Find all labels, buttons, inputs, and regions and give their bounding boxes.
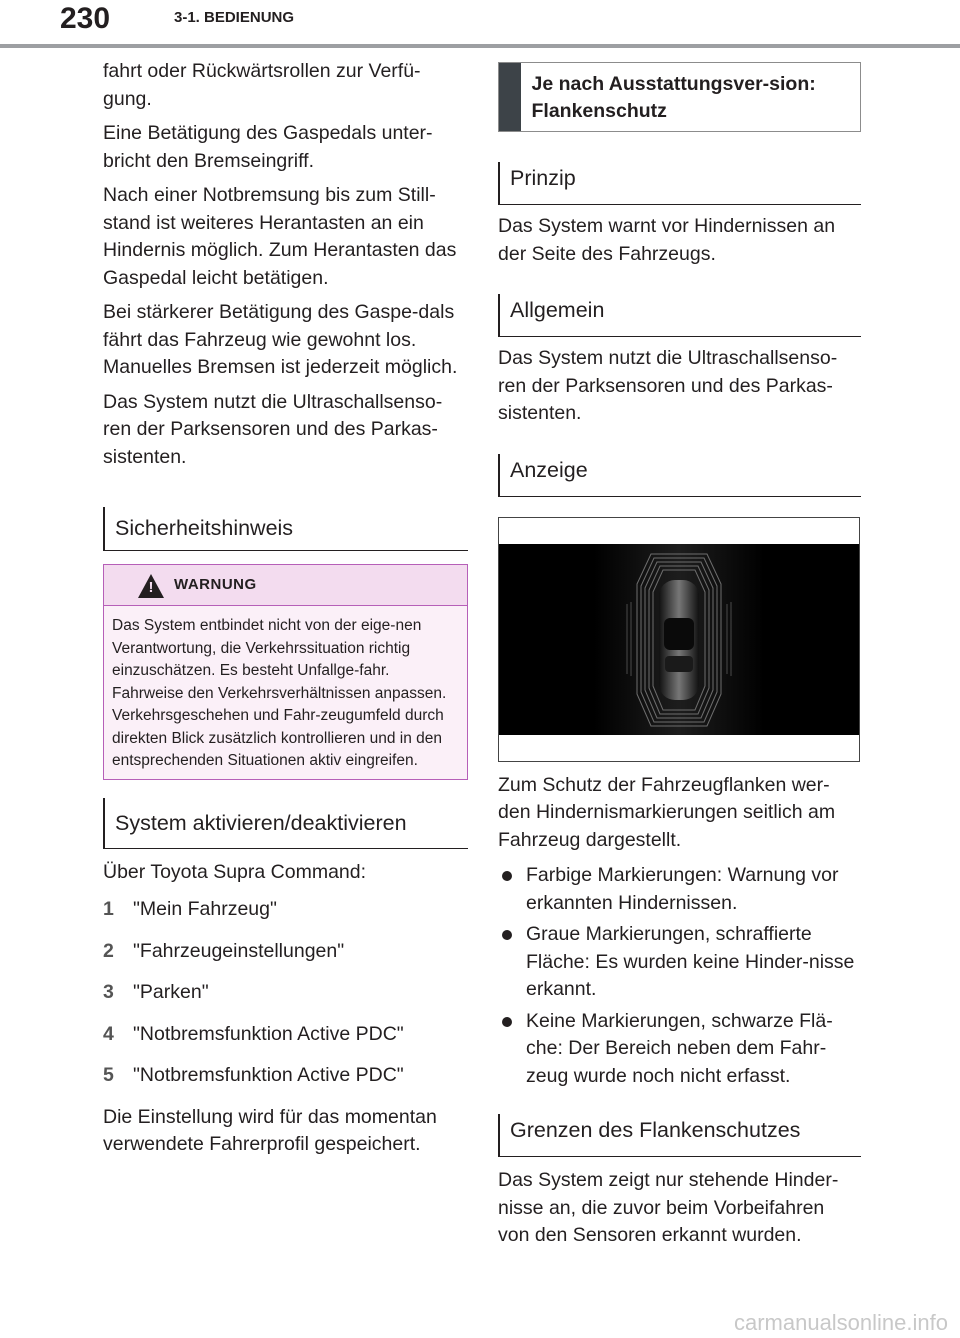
bullet-text: Graue Markierungen, schraffierte Fläche: Es wurden keine Hinder-nisse erkannt. <box>526 923 855 1000</box>
step-item <box>103 938 468 966</box>
heading-text: Sicherheitshinweis <box>115 516 294 540</box>
closing-text: Die Einstellung wird für das momentan verwendete Fahrerprofil gespeichert. <box>103 1105 437 1155</box>
step-item <box>103 1021 468 1049</box>
warning-box <box>103 564 468 780</box>
step-number: 5 <box>103 1064 114 1086</box>
step-item <box>103 979 468 1007</box>
step-number: 1 <box>103 898 114 920</box>
display-text: Zum Schutz der Fahrzeugflanken wer-den Hindernismarkierungen seitlich am Fahrzeug dargestellt. <box>498 773 836 851</box>
heading-text: Prinzip <box>510 166 576 190</box>
principle-text: Das System warnt vor Hindernissen an der Seite des Fahrzeugs. <box>498 215 836 265</box>
paragraph: Das System nutzt die Ultraschallsenso-ren der Parksensoren und des Parkas-sistenten. <box>103 390 443 468</box>
chapter-title: 3-1. BEDIENUNG <box>174 9 295 26</box>
warning-title: WARNUNG <box>174 576 257 593</box>
left-column <box>103 58 468 1159</box>
general-text: Das System nutzt die Ultraschallsenso-ren der Parksensoren und des Parkas-sistenten. <box>498 347 838 424</box>
section-title-bar <box>499 63 521 131</box>
section-heading-principle <box>498 162 861 205</box>
warning-text: Das System entbindet nicht von der eige-nen Verantwortung, die Verkehrssituation richtig einzuschätzen. Es besteht Unfallge-fahr. Fahrweise den Verkehrsverhältnissen anpassen. Verkehrsgeschehen und Fahr-zeugumfeld durch direkten Blick zusätzlich kontrollieren und in den entsprechenden Situationen aktiv eingreifen. <box>104 606 467 779</box>
section-title-box <box>498 62 861 132</box>
bullet-text: Keine Markierungen, schwarze Flä-che: Der Bereich neben dem Fahr-zeug wurde noch nicht erfasst. <box>526 1009 833 1087</box>
step-number: 3 <box>103 981 114 1003</box>
car-top-view-graphic <box>499 544 859 735</box>
step-text: "Notbremsfunktion Active PDC" <box>133 1064 404 1086</box>
heading-text: Allgemein <box>510 298 605 322</box>
step-number: 2 <box>103 939 114 962</box>
heading-text: Grenzen des Flankenschutzes <box>510 1118 801 1142</box>
paragraph: Eine Betätigung des Gaspedals unter-bricht den Bremseingriff. <box>103 122 433 172</box>
step-text: "Mein Fahrzeug" <box>133 898 277 920</box>
step-item <box>103 1062 468 1090</box>
paragraph: fahrt oder Rückwärtsrollen zur Verfü-gung. <box>103 60 421 110</box>
limits-text: Das System zeigt nur stehende Hinder-nisse an, die zuvor beim Vorbeifahren von den Sensoren erkannt wurden. <box>498 1169 839 1246</box>
step-number: 4 <box>103 1022 114 1045</box>
page-number: 230 <box>60 2 111 35</box>
bullet-icon <box>502 930 512 940</box>
section-heading-safety <box>103 507 468 551</box>
warning-header <box>104 565 467 606</box>
section-heading-activate <box>103 798 468 849</box>
section-title: Je nach Ausstattungsver-sion: Flankenschutz <box>531 73 816 122</box>
paragraph: Nach einer Notbremsung bis zum Still-stand ist weiteres Herantasten an ein Hindernis möglich. Zum Herantasten das Gaspedal leicht betätigen. <box>103 184 457 289</box>
step-text: "Parken" <box>133 981 209 1003</box>
right-column <box>498 62 861 1250</box>
bullet-icon <box>502 871 512 881</box>
bullet-text: Farbige Markierungen: Warnung vor erkannten Hindernissen. <box>526 864 839 914</box>
section-heading-limits <box>498 1114 861 1157</box>
step-text: "Notbremsfunktion Active PDC" <box>133 1022 404 1045</box>
section-heading-display <box>498 454 861 497</box>
side-protection-display-image <box>498 517 860 762</box>
watermark: carmanualsonline.info <box>733 1310 948 1335</box>
bullet-item <box>498 862 861 917</box>
paragraph: Bei stärkerer Betätigung des Gaspe-dals fährt das Fahrzeug wie gewohnt los. Manuelles Bremsen ist jederzeit möglich. <box>103 301 458 378</box>
heading-text: Anzeige <box>510 457 588 482</box>
bullet-icon <box>502 1017 512 1027</box>
step-item <box>103 896 468 924</box>
heading-text: System aktivieren/deaktivieren <box>115 810 407 835</box>
step-text: "Fahrzeugeinstellungen" <box>133 939 345 962</box>
section-heading-general <box>498 294 861 337</box>
bullet-item <box>498 921 861 1004</box>
exclamation-icon: ! <box>148 579 154 596</box>
bullet-item <box>498 1008 861 1091</box>
header-rule <box>0 44 960 48</box>
intro-text: Über Toyota Supra Command: <box>103 860 367 883</box>
